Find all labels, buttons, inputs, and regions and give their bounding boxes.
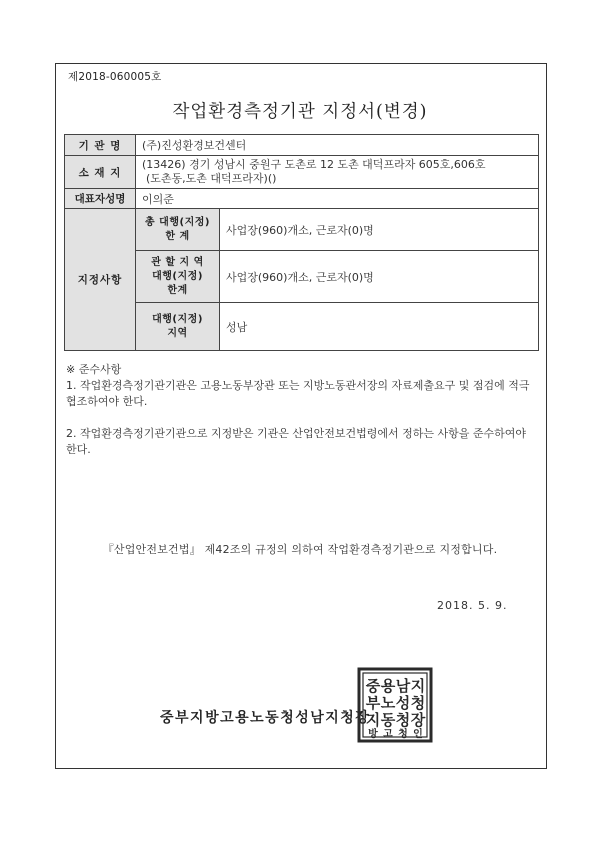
designation-row-2-label-line1: 관 할 지 역 bbox=[151, 256, 204, 268]
document-title: 작업환경측정기관 지정서(변경) bbox=[172, 102, 428, 122]
svg-text:남: 남 bbox=[395, 677, 411, 695]
info-table bbox=[64, 134, 539, 351]
svg-text:청: 청 bbox=[395, 711, 411, 729]
representative-value: 이의준 bbox=[136, 189, 539, 209]
svg-text:고: 고 bbox=[383, 729, 393, 740]
designation-row-1-label-line2: 한 계 bbox=[165, 230, 190, 242]
designation-row-1-label-line1: 총 대행(지정) bbox=[145, 216, 210, 228]
address-line-2: (도촌동,도촌 대덕프라자)() bbox=[146, 172, 277, 185]
address-label: 소 재 지 bbox=[65, 156, 136, 189]
issue-date: 2018. 5. 9. bbox=[437, 599, 508, 612]
designation-row-2-label-line3: 한계 bbox=[167, 284, 188, 296]
note-item-2: 2. 작업환경측정기관기관으로 지정받은 기관은 산업안전보건법령에서 정하는 사항을 준수하여야 한다. bbox=[66, 427, 527, 456]
representative-row bbox=[65, 189, 539, 209]
notes-heading: ※ 준수사항 bbox=[66, 363, 122, 376]
svg-text:인: 인 bbox=[413, 729, 423, 740]
svg-text:청: 청 bbox=[410, 694, 426, 712]
designation-row-3-label bbox=[136, 303, 220, 351]
svg-text:장: 장 bbox=[410, 711, 426, 729]
svg-text:방: 방 bbox=[368, 729, 378, 740]
designation-row-2-value: 사업장(960)개소, 근로자(0)명 bbox=[220, 251, 539, 303]
org-name-value: (주)진성환경보건센터 bbox=[136, 135, 539, 156]
svg-text:지: 지 bbox=[410, 677, 426, 695]
designation-row-3-label-line2: 지역 bbox=[167, 327, 188, 339]
legal-statement: 『산업안전보건법』 제42조의 규정의 의하여 작업환경측정기관으로 지정합니다. bbox=[102, 543, 498, 556]
org-name-row bbox=[65, 135, 539, 156]
svg-text:지: 지 bbox=[365, 711, 381, 729]
designation-row-3 bbox=[65, 303, 539, 351]
svg-text:부: 부 bbox=[365, 694, 381, 712]
org-name-label: 기 관 명 bbox=[65, 135, 136, 156]
designation-row-2 bbox=[65, 251, 539, 303]
address-value bbox=[136, 156, 539, 189]
representative-label: 대표자성명 bbox=[65, 189, 136, 209]
svg-text:청: 청 bbox=[398, 729, 408, 740]
svg-text:용: 용 bbox=[380, 677, 396, 695]
designation-row-1-label bbox=[136, 209, 220, 251]
svg-text:노: 노 bbox=[380, 694, 396, 712]
designation-row-1 bbox=[65, 209, 539, 251]
designation-label: 지정사항 bbox=[65, 209, 136, 351]
designation-row-3-label-line1: 대행(지정) bbox=[152, 313, 203, 325]
official-seal bbox=[357, 667, 433, 743]
svg-text:성: 성 bbox=[395, 694, 411, 712]
designation-row-3-value: 성남 bbox=[220, 303, 539, 351]
note-item-1: 1. 작업환경측정기관기관은 고용노동부장관 또는 지방노동관서장의 자료제출요구 및 점검에 적극 협조하여야 한다. bbox=[66, 379, 530, 408]
issuer-name: 중부지방고용노동청성남지청장 bbox=[160, 710, 371, 726]
compliance-notes bbox=[66, 362, 536, 458]
svg-text:동: 동 bbox=[380, 711, 396, 729]
designation-row-2-label-line2: 대행(지정) bbox=[152, 270, 203, 282]
designation-row-2-label bbox=[136, 251, 220, 303]
document-number: 제2018-060005호 bbox=[68, 71, 162, 83]
seal-glyphs bbox=[365, 677, 426, 740]
designation-row-1-value: 사업장(960)개소, 근로자(0)명 bbox=[220, 209, 539, 251]
address-line-1: (13426) 경기 성남시 중원구 도촌로 12 도촌 대덕프라자 605호,606호 bbox=[142, 158, 486, 171]
svg-text:중: 중 bbox=[365, 677, 381, 695]
address-row bbox=[65, 156, 539, 189]
